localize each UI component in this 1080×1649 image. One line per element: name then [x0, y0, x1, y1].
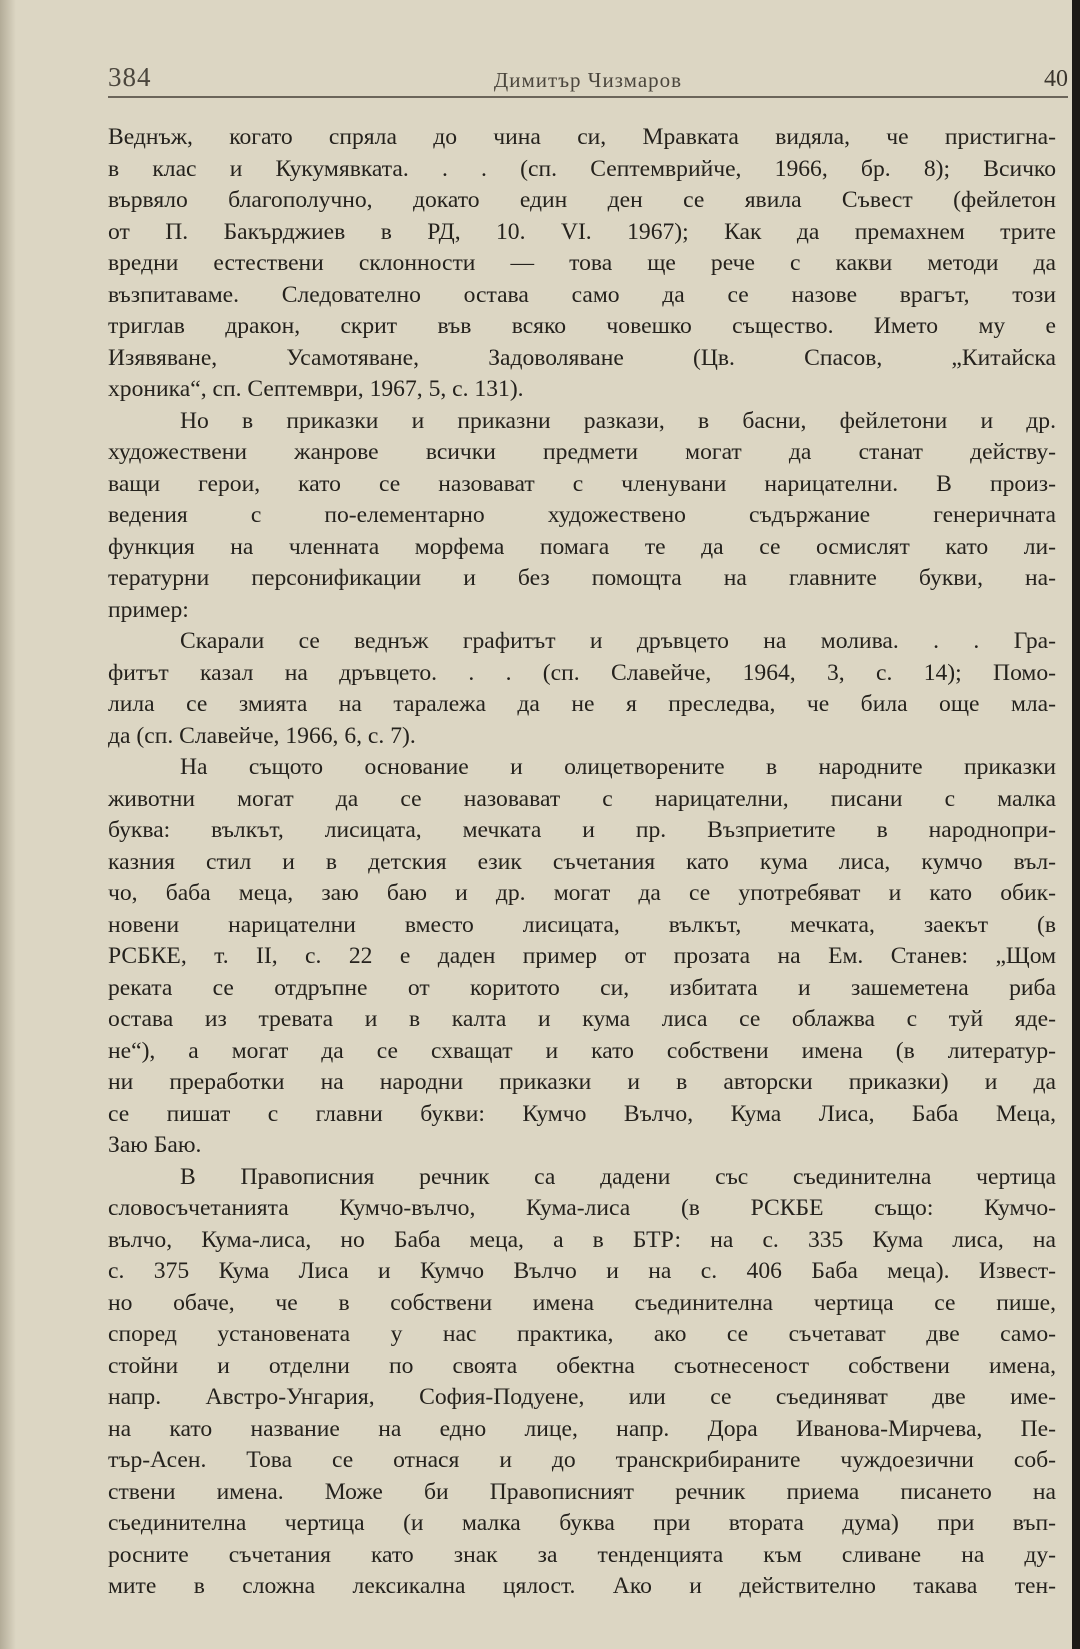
text-line: вълчо, Кума-лиса, но Баба меца, а в БТР: на с. 335 Кума лиса, на — [108, 1226, 1056, 1253]
header-edge-fragment: 40 — [1044, 66, 1068, 92]
text-line: от П. Бакърджиев в РД, 10. VI. 1967); Как да премахнем трите — [108, 218, 1056, 245]
text-line: реката се отдръпне от коритото си, избитата и зашеметена риба — [108, 974, 1056, 1001]
text-line: в клас и Кукумявката. . . (сп. Септемврийче, 1966, бр. 8); Всичко — [108, 155, 1056, 182]
text-line: хроника“, сп. Септември, 1967, 5, с. 131). — [108, 376, 524, 402]
text-line: ващи герои, като се назовават с членувани нарицателни. В произ- — [108, 470, 1056, 497]
text-line: Изявяване, Усамотяване, Задоволяване (Цв. Спасов, „Китайска — [108, 344, 1056, 371]
header-rule — [108, 96, 1068, 98]
text-line: чо, баба меца, заю баю и др. могат да се употребяват и като обик- — [108, 880, 1056, 906]
text-line: да (сп. Славейче, 1966, 6, с. 7). — [108, 722, 416, 749]
page-gutter-shadow — [0, 0, 16, 1649]
text-line: пример: — [108, 596, 189, 623]
text-line: тър-Асен. Това се отнася и до транскрибираните чуждоезични соб- — [108, 1447, 1056, 1473]
body-text — [108, 122, 1056, 1603]
text-line: ведения с по-елементарно художествено съдържание генеричната — [108, 502, 1056, 528]
text-line: тературни персонификации и без помощта на главните букви, на- — [108, 565, 1056, 591]
text-line: вървяло благополучно, докато един ден се явила Съвест (фейлетон — [108, 187, 1056, 213]
text-line: РСБКЕ, т. II, с. 22 е даден пример от прозата на Ем. Станев: „Щом — [108, 943, 1056, 969]
page-header — [108, 58, 1068, 98]
text-line: Веднъж, когато спряла до чина си, Мравката видяла, че пристигна- — [108, 124, 1056, 150]
text-line: на като название на едно лице, напр. Дора Иванова-Мирчева, Пе- — [108, 1415, 1056, 1442]
text-line: росните съчетания като знак за тенденцията към сливане на ду- — [108, 1541, 1056, 1568]
text-line: словосъчетанията Кумчо-вълчо, Кума-лиса (в РСКБЕ също: Кумчо- — [108, 1195, 1056, 1221]
text-line: се пишат с главни букви: Кумчо Вълчо, Кума Лиса, Баба Меца, — [108, 1100, 1056, 1127]
paragraph — [108, 1162, 1056, 1603]
text-line: казния стил и в детския език съчетания като кума лиса, кумчо въл- — [108, 848, 1056, 875]
paragraph — [108, 626, 1056, 752]
text-line: фитът казал на дръвцето. . . (сп. Славейче, 1964, 3, с. 14); Помо- — [108, 659, 1056, 686]
page-edge-strip — [1072, 0, 1080, 1649]
text-line: Заю Баю. — [108, 1132, 202, 1158]
text-line: остава из тревата и в калта и кума лиса се облажва с туй яде- — [108, 1006, 1056, 1032]
text-line: Скарали се веднъж графитът и дръвцето на молива. . . Гра- — [180, 628, 1056, 654]
text-line: според установената у нас практика, ако се съчетават две само- — [108, 1321, 1056, 1347]
text-line: но обаче, че в собствени имена съединителна чертица се пише, — [108, 1289, 1056, 1316]
text-line: художествени жанрове всички предмети могат да станат действу- — [108, 439, 1056, 465]
text-line: триглав дракон, скрит във всяко човешко същество. Името му е — [108, 313, 1056, 339]
text-line: напр. Австро-Унгария, София-Подуене, или се съединяват две име- — [108, 1384, 1056, 1410]
text-line: В Правописния речник са дадени със съединителна чертица — [180, 1163, 1056, 1190]
text-line: Но в приказки и приказни разкази, в басни, фейлетони и др. — [180, 407, 1056, 434]
text-line: съединителна чертица (и малка буква при втората дума) при въп- — [108, 1510, 1056, 1536]
text-line: животни могат да се назовават с нарицателни, писани с малка — [108, 785, 1056, 812]
paragraph — [108, 406, 1056, 627]
text-line: функция на членната морфема помага те да се осмислят като ли- — [108, 533, 1056, 560]
text-line: новени нарицателни вместо лисицата, вълкът, мечката, заекът (в — [108, 911, 1056, 938]
text-line: ствени имена. Може би Правописният речник приема писането на — [108, 1478, 1056, 1505]
text-line: ни преработки на народни приказки и в авторски приказки) и да — [108, 1069, 1056, 1095]
text-line: стойни и отделни по своята обектна съотнесеност собствени имена, — [108, 1352, 1056, 1379]
text-line: възпитаваме. Следователно остава само да се назове врагът, този — [108, 281, 1056, 308]
running-title: Димитър Чизмаров — [493, 68, 683, 92]
text-line: вредни естествени склонности — това ще рече с какви методи да — [108, 250, 1056, 276]
page-number: 384 — [108, 62, 152, 92]
text-line: буква: вълкът, лисицата, мечката и пр. Възприетите в народнопри- — [108, 817, 1056, 843]
paragraph — [108, 752, 1056, 1162]
text-line: На същото основание и олицетворените в народните приказки — [180, 754, 1056, 780]
text-line: лила се змията на таралежа да не я преследва, че била още мла- — [108, 691, 1056, 717]
text-line: не“), а могат да се схващат и като собствени имена (в литератур- — [108, 1037, 1056, 1064]
text-line: с. 375 Кума Лиса и Кумчо Вълчо и на с. 406 Баба меца). Извест- — [108, 1258, 1056, 1284]
paragraph — [108, 122, 1056, 406]
text-line: мите в сложна лексикална цялост. Ако и действително такава тен- — [108, 1573, 1056, 1599]
